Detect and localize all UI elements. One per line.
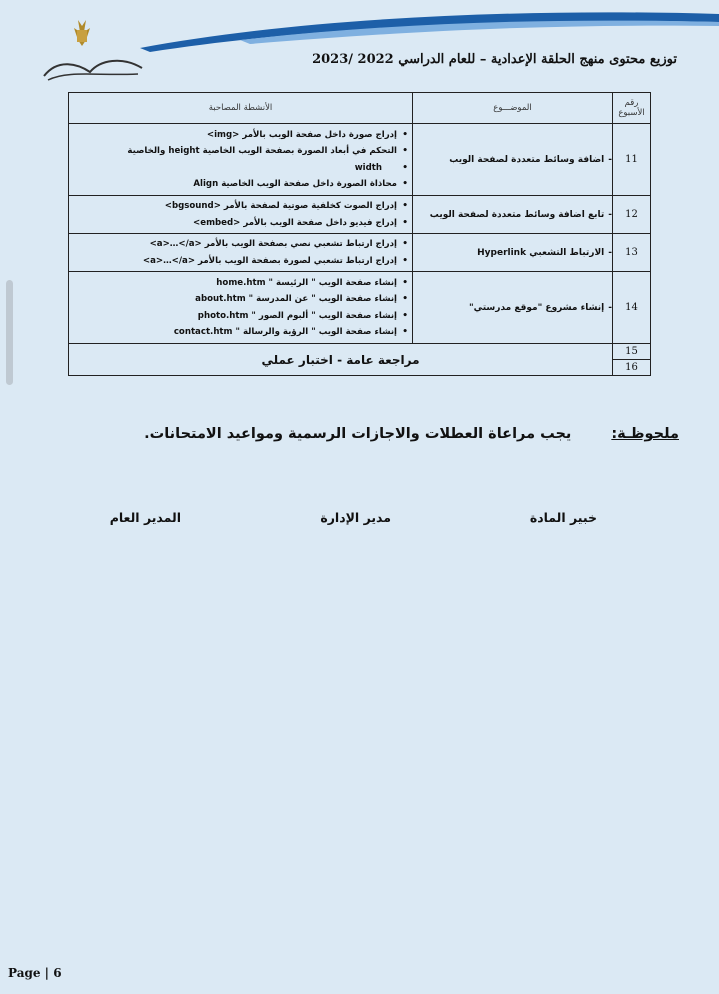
activity-item: • إنشاء صفحة الويب " الرئيسة " home.htm <box>71 275 408 292</box>
topic-text: إنشاء مشروع "موقع مدرستي" <box>468 302 605 313</box>
table-row <box>69 272 651 344</box>
activity-item: • إنشاء صفحة الويب " عن المدرسة " about.htm <box>71 291 408 308</box>
topic-text: اضافة وسائط متعددة لصفحة الويب <box>449 154 605 165</box>
activities-cell <box>69 124 413 196</box>
activity-item: • إدراج صورة داخل صفحة الويب بالأمر <img> <box>71 127 408 144</box>
review-text: مراجعة عامة - اختبار عملي <box>69 344 613 376</box>
table-row <box>69 344 651 360</box>
activity-item: • إدراج فيديو داخل صفحة الويب بالأمر <embed> <box>71 215 408 232</box>
note-text: يجب مراعاة العطلات والاجازات الرسمية ومواعيد الامتحانات. <box>144 426 572 442</box>
week-number: 15 <box>613 344 651 360</box>
eagle-emblem-icon <box>38 16 148 86</box>
week-number: 14 <box>613 272 651 344</box>
signature-admin: مدير الإدارة <box>320 510 391 525</box>
header-topic: الموضـــوع <box>413 93 613 124</box>
signature-expert: خبير المادة <box>529 510 597 525</box>
topic-text: الارتباط التشعبي Hyperlink <box>477 247 605 258</box>
activity-item-continued: • width <box>71 160 408 177</box>
scrollbar-handle[interactable] <box>6 280 13 385</box>
table-row <box>69 234 651 272</box>
activity-item: • إدراج ارتباط تشعبي لصورة بصفحة الويب بالأمر <a>…</a> <box>71 253 408 270</box>
activity-item: • التحكم في أبعاد الصورة بصفحة الويب الخاصية height والخاصية <box>71 143 408 160</box>
table-row <box>69 124 651 196</box>
header-week: رقم الأسبوع <box>613 93 651 124</box>
note-label: ملحوظـة: <box>611 426 679 442</box>
activities-cell <box>69 272 413 344</box>
activity-item: • إدراج الصوت كخلفية صوتية لصفحة بالأمر <bgsound> <box>71 198 408 215</box>
week-number: 12 <box>613 196 651 234</box>
activity-item: • محاذاة الصورة داخل صفحة الويب الخاصية Align <box>71 176 408 193</box>
activity-item: • إدراج ارتباط تشعبي نصي بصفحة الويب بالأمر <a>…</a> <box>71 236 408 253</box>
curriculum-table <box>68 92 651 376</box>
topic-cell: -اضافة وسائط متعددة لصفحة الويب <box>413 124 613 196</box>
table-row <box>69 196 651 234</box>
topic-cell: -تابع اضافة وسائط متعددة لصفحة الويب <box>413 196 613 234</box>
week-number: 16 <box>613 360 651 376</box>
activities-cell <box>69 196 413 234</box>
topic-cell: -إنشاء مشروع "موقع مدرستي" <box>413 272 613 344</box>
activity-item: • إنشاء صفحة الويب " الرؤية والرسالة " contact.htm <box>71 324 408 341</box>
table-header-row <box>69 93 651 124</box>
signature-general: المدير العام <box>109 510 181 525</box>
document-title: توزيع محتوى منهج الحلقة الإعدادية – للعام الدراسي 2022 /2023 <box>312 52 677 67</box>
note <box>144 426 679 442</box>
page-number: Page | 6 <box>8 966 62 980</box>
week-number: 11 <box>613 124 651 196</box>
header-activities: الأنشطة المصاحبة <box>69 93 413 124</box>
topic-text: تابع اضافة وسائط متعددة لصفحة الويب <box>429 209 605 220</box>
ministry-logo <box>38 16 148 86</box>
topic-cell: -الارتباط التشعبي Hyperlink <box>413 234 613 272</box>
activities-cell <box>69 234 413 272</box>
activity-item: • إنشاء صفحة الويب " ألبوم الصور " photo.htm <box>71 308 408 325</box>
week-number: 13 <box>613 234 651 272</box>
